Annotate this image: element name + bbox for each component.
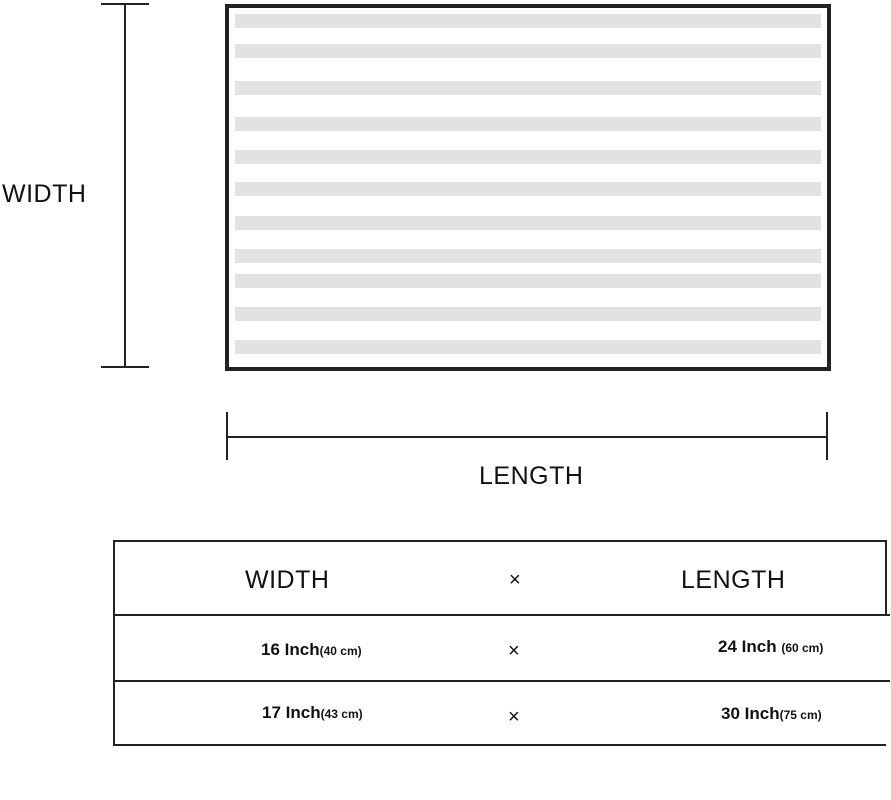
mat-stripe	[235, 14, 821, 28]
row-1-length: 24 Inch (60 cm)	[718, 637, 824, 656]
row-1-width-cm: (40 cm)	[319, 644, 362, 658]
length-label: LENGTH	[479, 462, 584, 490]
header-width: WIDTH	[245, 566, 330, 594]
mat-stripe	[235, 249, 821, 263]
width-label: WIDTH	[2, 180, 87, 208]
mat-stripe	[235, 182, 821, 196]
row-2-width: 17 Inch(43 cm)	[262, 703, 363, 722]
row-2-length: 30 Inch(75 cm)	[721, 704, 822, 723]
size-table	[113, 540, 886, 746]
mat-stripe	[235, 81, 821, 95]
table-divider	[115, 614, 890, 616]
mat-illustration	[225, 4, 831, 371]
row-1-times-icon: ×	[508, 640, 520, 662]
mat-stripe	[235, 44, 821, 58]
row-2-length-cm: (75 cm)	[779, 708, 822, 722]
width-dimension-cap-bottom	[101, 366, 149, 368]
row-1-length-cm: (60 cm)	[781, 641, 824, 655]
header-length: LENGTH	[681, 566, 786, 594]
mat-stripe	[235, 150, 821, 164]
row-2-times-icon: ×	[508, 706, 520, 728]
header-times-icon: ×	[509, 569, 521, 591]
mat-stripe	[235, 216, 821, 230]
mat-stripe	[235, 274, 821, 288]
row-2-width-cm: (43 cm)	[320, 707, 363, 721]
mat-stripe	[235, 340, 821, 354]
length-dimension-line	[227, 436, 827, 438]
length-dimension-cap-right	[826, 412, 828, 460]
row-1-width: 16 Inch(40 cm)	[261, 640, 362, 659]
table-divider	[115, 680, 890, 682]
width-dimension-line	[124, 3, 126, 367]
mat-stripe	[235, 307, 821, 321]
mat-stripe	[235, 117, 821, 131]
